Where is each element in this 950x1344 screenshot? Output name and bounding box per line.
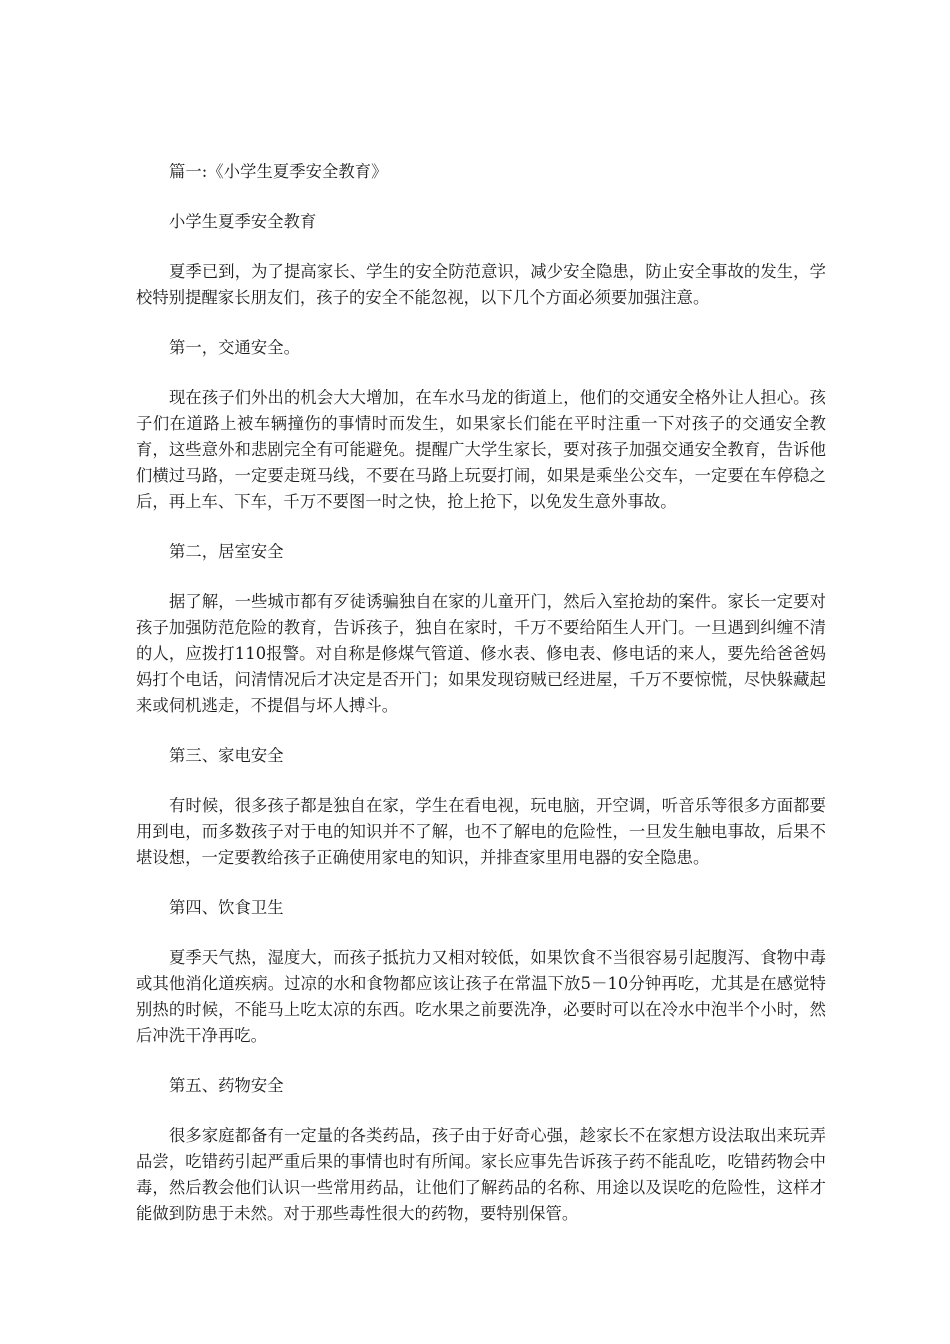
section-body-food-hygiene: 夏季天气热，湿度大，而孩子抵抗力又相对较低，如果饮食不当很容易引起腹泻、食物中毒或其他消化道疾病。过凉的水和食物都应该让孩子在常温下放5－10分钟再吃，尤其是在感觉特别热的时候，不能马上吃太凉的东西。吃水果之前要洗净，必要时可以在冷水中泡半个小时，然后冲洗干净再吃。 — [136, 948, 826, 1045]
section-heading-appliance-safety: 第三、家电安全 — [169, 746, 284, 765]
section-heading-traffic-safety: 第一，交通安全。 — [169, 338, 301, 357]
document-title: 篇一:《小学生夏季安全教育》 — [169, 162, 388, 181]
section-body-medicine-safety: 很多家庭都备有一定量的各类药品，孩子由于好奇心强，趁家长不在家想方设法取出来玩弄品尝，吃错药引起严重后果的事情也时有所闻。家长应事先告诉孩子药不能乱吃，吃错药物会中毒，然后教会他们认识一些常用药品，让他们了解药品的名称、用途以及误吃的危险性，这样才能做到防患于未然。对于那些毒性很大的药物，要特别保管。 — [136, 1126, 826, 1223]
article-title: 小学生夏季安全教育 — [169, 212, 317, 231]
document-page — [136, 159, 826, 1251]
section-heading-home-safety: 第二，居室安全 — [169, 542, 284, 561]
section-heading-medicine-safety: 第五、药物安全 — [169, 1076, 284, 1095]
section-body-appliance-safety: 有时候，很多孩子都是独自在家，学生在看电视，玩电脑，开空调，听音乐等很多方面都要用到电，而多数孩子对于电的知识并不了解，也不了解电的危险性，一旦发生触电事故，后果不堪设想，一定要教给孩子正确使用家电的知识，并排查家里用电器的安全隐患。 — [136, 796, 826, 867]
section-body-traffic-safety: 现在孩子们外出的机会大大增加，在车水马龙的街道上，他们的交通安全格外让人担心。孩子们在道路上被车辆撞伤的事情时而发生，如果家长们能在平时注重一下对孩子的交通安全教育，这些意外和悲剧完全有可能避免。提醒广大学生家长，要对孩子加强交通安全教育，告诉他们横过马路，一定要走斑马线，不要在马路上玩耍打闹，如果是乘坐公交车，一定要在车停稳之后，再上车、下车，千万不要图一时之快，抢上抢下，以免发生意外事故。 — [136, 388, 826, 511]
section-heading-food-hygiene: 第四、饮食卫生 — [169, 898, 284, 917]
intro-paragraph: 夏季已到，为了提高家长、学生的安全防范意识，减少安全隐患，防止安全事故的发生，学校特别提醒家长朋友们，孩子的安全不能忽视，以下几个方面必须要加强注意。 — [136, 262, 826, 307]
section-body-home-safety: 据了解，一些城市都有歹徒诱骗独自在家的儿童开门，然后入室抢劫的案件。家长一定要对孩子加强防范危险的教育，告诉孩子，独自在家时，千万不要给陌生人开门。一旦遇到纠缠不清的人，应拨打110报警。对自称是修煤气管道、修水表、修电表、修电话的来人，要先给爸爸妈妈打个电话，问清情况后才决定是否开门；如果发现窃贼已经进屋，千万不要惊慌，尽快躲藏起来或伺机逃走，不提倡与坏人搏斗。 — [136, 592, 826, 715]
